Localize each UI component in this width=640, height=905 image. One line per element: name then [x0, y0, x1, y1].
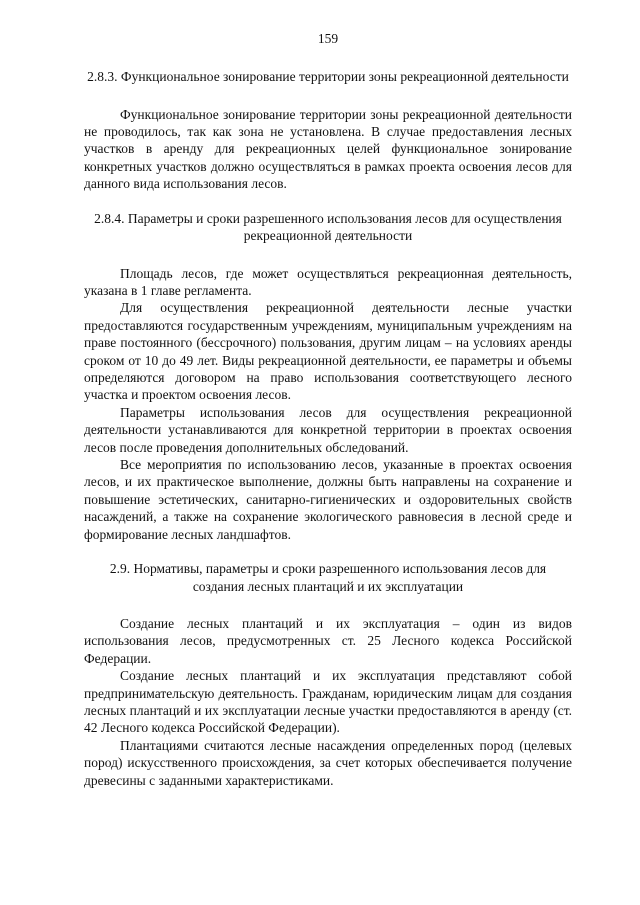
paragraph: Площадь лесов, где может осуществляться рекреационная деятельность, указана в 1 главе регламента. [84, 265, 572, 298]
paragraph: Создание лесных плантаций и их эксплуатация – один из видов использования лесов, предусмотренных ст. 25 Лесного кодекса Российской Федерации. [84, 616, 572, 666]
paragraph: Все мероприятия по использованию лесов, указанные в проектах освоения лесов, и их практическое выполнение, должны быть направлены на сохранение и повышение эстетических, санитарно-гигиенических и оздоровительных свойств насаждений, а также на сохранение экологического равновесия в лесной среде и формирование лесных ландшафтов. [84, 457, 572, 542]
paragraph: Параметры использования лесов для осуществления рекреационной деятельности устанавливаются для конкретной территории в проектах освоения лесов после проведения дополнительных обследований. [84, 404, 572, 455]
document-page [84, 30, 572, 789]
paragraph: Создание лесных плантаций и их эксплуатация представляют собой предпринимательскую деятельность. Гражданам, юридическим лицам для создания лесных плантаций и их эксплуатации лесные участки предоставляются в аренду (ст. 42 Лесного кодекса Российской Федерации). [84, 668, 572, 736]
page-number: 159 [317, 31, 339, 46]
section-heading: 2.9. Нормативы, параметры и сроки разрешенного использования лесов для создания лесных плантаций и их эксплуатации [109, 561, 547, 594]
section-2-8-4 [84, 210, 572, 544]
section-heading: 2.8.4. Параметры и сроки разрешенного использования лесов для осуществления рекреационной деятельности [94, 210, 562, 244]
paragraph: Для осуществления рекреационной деятельности лесные участки предоставляются государственным учреждениям, муниципальным учреждениям на праве постоянного (бессрочного) пользования, другим лицам – на условиях аренды сроком от 10 до 49 лет. Виды рекреационной деятельности, ее параметры и объемы определяются договором на право использования соответствующего лесного участка и проектом освоения лесов. [84, 300, 572, 403]
section-2-8-3 [84, 68, 572, 193]
section-heading: 2.8.3. Функциональное зонирование территории зоны рекреационной деятельности [87, 69, 569, 84]
paragraph: Функциональное зонирование территории зоны рекреационной деятельности не проводилось, так как зона не установлена. В случае предоставления лесных участков в аренду для рекреационных целей функциональное зонирование конкретных участков должно осуществляться в рамках проекта освоения лесов для данного вида использования лесов. [84, 106, 572, 192]
section-2-9 [84, 560, 572, 789]
paragraph: Плантациями считаются лесные насаждения определенных пород (целевых пород) искусственного происхождения, за счет которых обеспечивается получение древесины с заданными характеристиками. [84, 737, 572, 788]
